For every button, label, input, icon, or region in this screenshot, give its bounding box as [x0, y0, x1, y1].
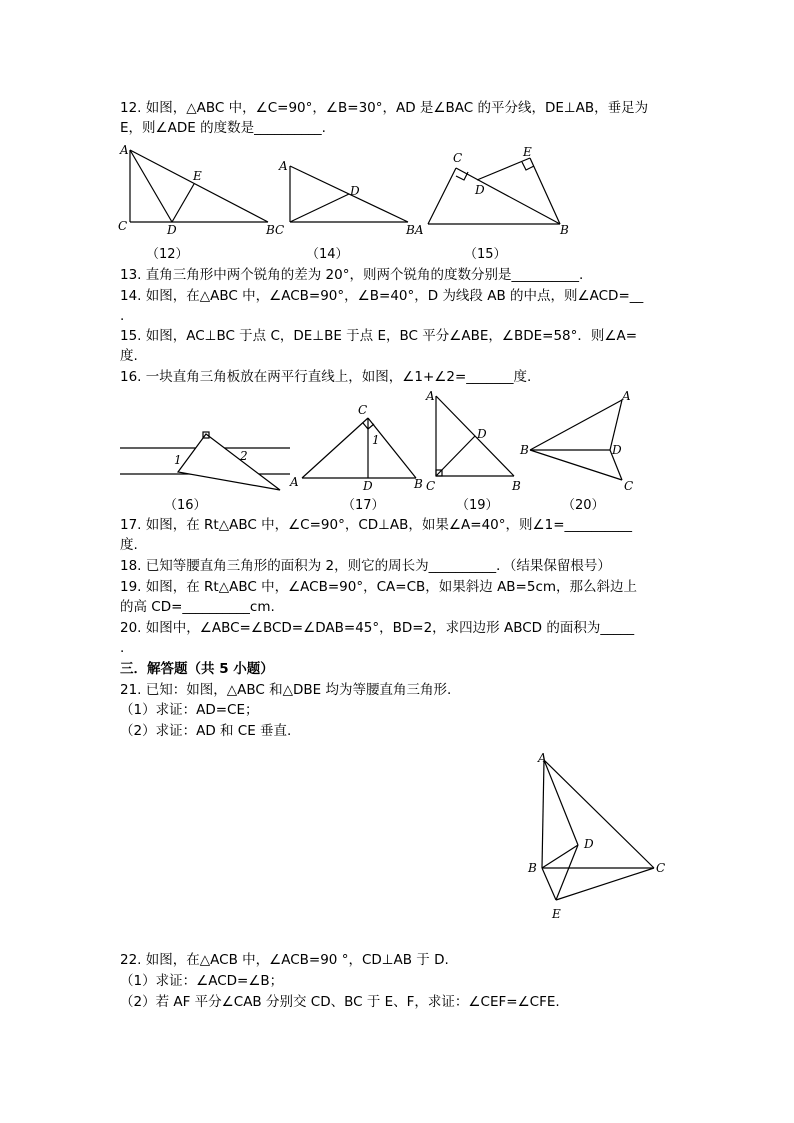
q12-line2: E，则∠ADE 的度数是__________.: [120, 120, 326, 136]
fig19-label-D: D: [477, 427, 487, 441]
fig12-label-E: E: [193, 169, 202, 183]
q15-line2: 度.: [120, 348, 138, 364]
q18: 18. 已知等腰直角三角形的面积为 2，则它的周长为__________．（结果保留根号）: [120, 558, 611, 574]
q21-line2: （1）求证：AD=CE；: [120, 702, 259, 718]
fig17-label-C: C: [358, 403, 368, 417]
q22-line3: （2）若 AF 平分∠CAB 分别交 CD、BC 于 E、F，求证：∠CEF=∠CFE.: [120, 994, 560, 1010]
fig15-label-D: D: [475, 183, 485, 197]
fig20-label-B: B: [520, 443, 529, 457]
figure-12: [130, 150, 268, 222]
fig21-label-D: D: [584, 837, 594, 851]
fig16-label-1: 1: [174, 453, 182, 467]
q21-line1: 21. 已知：如图，△ABC 和△DBE 均为等腰直角三角形.: [120, 682, 452, 698]
figure-16: [120, 432, 290, 490]
figure-21: [520, 748, 680, 926]
fig19-label-A: A: [426, 389, 435, 403]
fig17-label-D: D: [363, 479, 373, 493]
caption-14: （14）: [306, 247, 349, 262]
figure-17: [302, 418, 416, 478]
q19-line1: 19. 如图，在 Rt△ABC 中，∠ACB=90°，CA=CB，如果斜边 AB=5cm，那么斜边上: [120, 579, 638, 595]
caption-12: （12）: [146, 247, 189, 262]
q19-line2: 的高 CD=__________cm.: [120, 599, 275, 615]
fig21-label-C: C: [656, 861, 666, 875]
fig14-label-BA: BA: [406, 223, 424, 237]
fig20-label-A: A: [622, 389, 631, 403]
fig12-label-BC: BC: [266, 223, 285, 237]
fig17-label-A: A: [290, 475, 299, 489]
figure-15: [428, 158, 560, 224]
fig20-label-D: D: [612, 443, 622, 457]
q16: 16. 一块直角三角板放在两平行直线上，如图，∠1+∠2=_______度.: [120, 369, 532, 385]
fig15-label-B: B: [560, 223, 569, 237]
figure-20: [530, 400, 622, 480]
fig17-label-1: 1: [372, 433, 380, 447]
q22-line1: 22. 如图，在△ACB 中，∠ACB=90 °，CD⊥AB 于 D.: [120, 952, 449, 968]
caption-20: （20）: [562, 498, 605, 513]
q17-line1: 17. 如图，在 Rt△ABC 中，∠C=90°，CD⊥AB，如果∠A=40°，则∠1=__________: [120, 517, 633, 533]
fig16-label-2: 2: [240, 449, 248, 463]
fig12-label-A: A: [120, 143, 129, 157]
q17-line2: 度.: [120, 537, 138, 553]
fig17-label-B: B: [414, 477, 423, 491]
q22-line2: （1）求证：∠ACD=∠B；: [120, 973, 284, 989]
figure-14: [290, 166, 408, 222]
fig12-label-C: C: [118, 219, 128, 233]
fig12-label-D: D: [167, 223, 177, 237]
fig14-label-D: D: [350, 184, 360, 198]
section-3-heading: 三．解答题（共 5 小题）: [120, 661, 274, 677]
q15-line1: 15. 如图，AC⊥BC 于点 C，DE⊥BE 于点 E，BC 平分∠ABE，∠BDE=58°．则∠A=: [120, 328, 638, 344]
q13: 13. 直角三角形中两个锐角的差为 20°，则两个锐角的度数分别是__________.: [120, 267, 584, 283]
caption-15: （15）: [464, 247, 507, 262]
figure-row-2: [118, 388, 658, 496]
figure-row-1: [110, 140, 650, 240]
fig15-label-C: C: [453, 151, 463, 165]
fig15-label-E: E: [523, 145, 532, 159]
caption-17: （17）: [342, 498, 385, 513]
q14-line2: .: [120, 308, 125, 324]
fig21-label-A: A: [538, 751, 547, 765]
q20-line1: 20. 如图中，∠ABC=∠BCD=∠DAB=45°，BD=2，求四边形 ABCD 的面积为_____: [120, 620, 635, 636]
fig19-label-B: B: [512, 479, 521, 493]
fig21-label-B: B: [528, 861, 537, 875]
caption-16: （16）: [164, 498, 207, 513]
q20-line2: .: [120, 640, 125, 656]
q12-line1: 12. 如图，△ABC 中，∠C=90°，∠B=30°，AD 是∠BAC 的平分线，DE⊥AB，垂足为: [120, 100, 649, 116]
fig21-label-E: E: [552, 907, 561, 921]
fig20-label-C: C: [624, 479, 634, 493]
fig14-label-A: A: [279, 159, 288, 173]
figure-19: [436, 396, 514, 476]
q14-line1: 14. 如图，在△ABC 中，∠ACB=90°，∠B=40°，D 为线段 AB 的中点，则∠ACD=__: [120, 288, 644, 304]
q21-line3: （2）求证：AD 和 CE 垂直.: [120, 723, 292, 739]
caption-19: （19）: [456, 498, 499, 513]
fig19-label-C: C: [426, 479, 436, 493]
